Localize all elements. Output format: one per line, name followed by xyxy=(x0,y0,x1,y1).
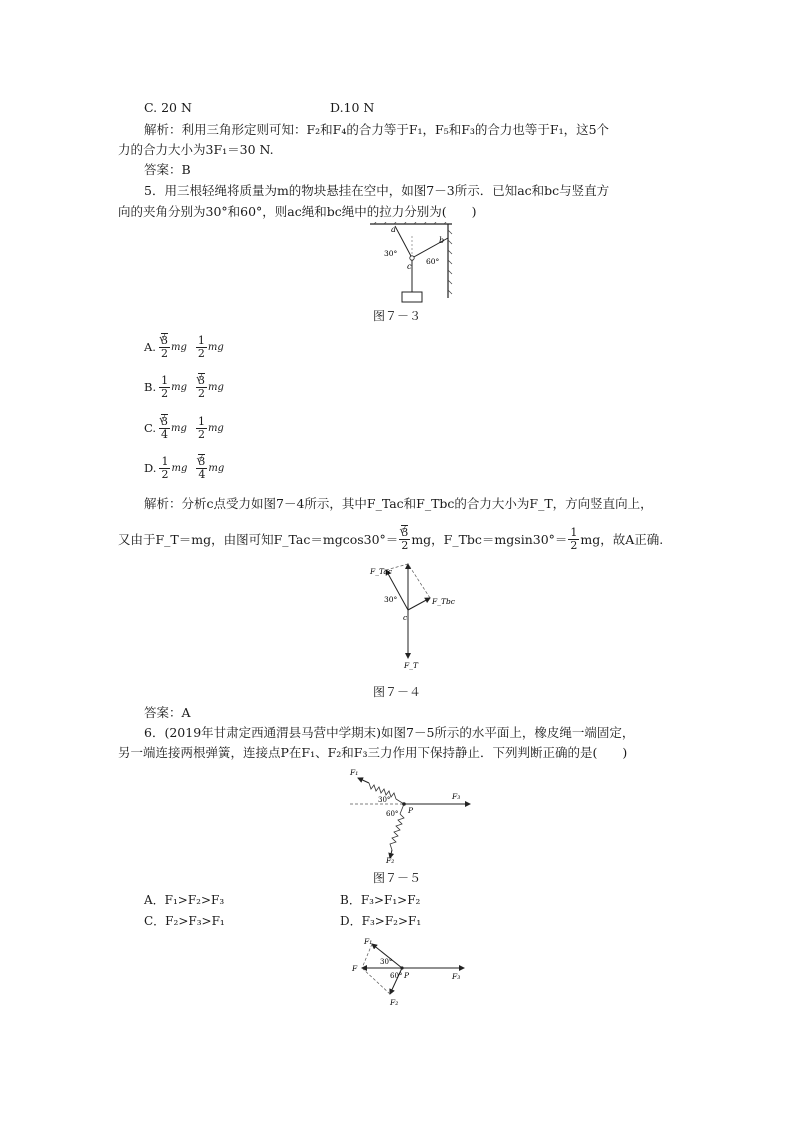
frac xyxy=(159,335,170,360)
fig73-label-a: a xyxy=(391,225,396,234)
mg-unit: mg xyxy=(171,462,188,474)
mg-unit: mg xyxy=(171,422,187,434)
fig74-angle-30: 30° xyxy=(384,595,398,604)
frac-num: 3 xyxy=(198,454,206,468)
frac-den: 2 xyxy=(197,346,205,360)
frac-num: 3 xyxy=(198,373,205,387)
frac-1-over-2: $\frac{1}{2}$ xyxy=(570,526,578,552)
q5-analysis-line2 xyxy=(118,527,663,552)
q5-option-d xyxy=(144,453,232,483)
fig76-label-p: P xyxy=(404,971,410,980)
fig74-caption: 图７－４ xyxy=(372,685,421,699)
fig75-angle-30: 30° xyxy=(378,796,391,804)
fig75-label-f2: F₂ xyxy=(386,856,395,864)
frac xyxy=(159,416,170,441)
q5-option-b-label: B. xyxy=(144,380,157,394)
figure-7-3 xyxy=(370,222,470,306)
fig73-label-b: b xyxy=(439,236,445,245)
q6-option-d: D．F₃>F₂>F₁ xyxy=(340,914,422,928)
q5-stem-line1: 5．用三根轻绳将质量为m的物块悬挂在空中，如图7－3所示．已知ac和bc与竖直方 xyxy=(144,183,610,198)
q5-option-c-label: C. xyxy=(144,421,157,435)
fig76-label-f2: F₂ xyxy=(390,998,399,1007)
mg-unit: mg xyxy=(208,462,225,474)
fig73-angle-30: 30° xyxy=(384,249,398,258)
fig75-angle-60: 60° xyxy=(386,810,399,818)
q6-stem-line1: 6．(2019年甘肃定西通渭县马营中学期末)如图7－5所示的水平面上，橡皮绳一端固定， xyxy=(144,725,635,740)
mg-unit: mg xyxy=(207,422,224,434)
q6-option-b: B．F₃>F₁>F₂ xyxy=(340,893,421,907)
fig76-angle-60: 60° xyxy=(390,972,403,980)
fig76-label-f3: F₃ xyxy=(452,972,461,981)
fig75-label-f1: F₁ xyxy=(350,768,359,777)
mg-unit: mg xyxy=(208,381,224,393)
frac-den: 2 xyxy=(161,467,169,481)
mg-unit: mg xyxy=(170,341,187,353)
fig76-label-f1: F₁ xyxy=(364,937,373,946)
q5-option-c xyxy=(144,413,232,443)
frac xyxy=(196,375,207,400)
fig73-caption: 图７－３ xyxy=(372,309,421,323)
q5-option-a-label: A. xyxy=(144,340,156,354)
frac-num: 1 xyxy=(197,414,205,428)
frac xyxy=(159,375,170,400)
frac-den: 2 xyxy=(197,427,205,441)
figure-analysis-forces xyxy=(346,934,472,1008)
q5-option-a xyxy=(144,332,232,362)
q5-option-b xyxy=(144,372,232,402)
q4-option-d: D.10 N xyxy=(330,100,375,115)
frac xyxy=(196,416,207,441)
frac-num: 1 xyxy=(161,454,169,468)
q5-stem-line2: 向的夹角分别为30°和60°，则ac绳和bc绳中的拉力分别为( ) xyxy=(118,204,477,219)
fig74-label-c: c xyxy=(403,613,408,622)
fig73-label-c: c xyxy=(407,262,412,271)
frac-den: 2 xyxy=(198,386,205,400)
q5-answer: 答案：A xyxy=(144,705,191,720)
q6-option-c: C．F₂>F₃>F₁ xyxy=(144,914,225,928)
mg-unit: mg xyxy=(207,341,224,353)
fig74-label-ftac: F_Tac xyxy=(370,567,393,576)
q5-analysis-part-a: 又由于F_T＝mg，由图可知F_Tac＝mgcos30°＝ xyxy=(118,531,399,547)
q5-analysis-part-c: mg，故A正确. xyxy=(580,531,664,547)
fig74-label-ftbc: F_Tbc xyxy=(432,597,455,606)
frac xyxy=(196,456,207,481)
frac xyxy=(196,335,207,360)
q5-analysis-line1: 解析：分析c点受力如图7－4所示，其中F_Tac和F_Tbc的合力大小为F_T，方向竖直向上， xyxy=(144,496,653,511)
fig75-label-p: P xyxy=(408,806,414,815)
q6-stem-line2: 另一端连接两根弹簧，连接点P在F₁、F₂和F₃三力作用下保持静止．下列判断正确的是( ) xyxy=(118,745,628,760)
fig76-label-f: F xyxy=(352,964,358,973)
q4-answer: 答案：B xyxy=(144,162,191,177)
frac-den: 2 xyxy=(161,386,169,400)
fig74-label-ft: F_T xyxy=(404,661,418,670)
q5-option-d-label: D. xyxy=(144,461,157,475)
frac-num: 3 xyxy=(161,414,169,428)
fig75-caption: 图７－５ xyxy=(372,871,421,885)
q4-option-c: C. 20 N xyxy=(144,100,192,115)
fig76-angle-30: 30° xyxy=(380,958,393,966)
q5-analysis-part-b: mg，F_Tbc＝mgsin30°＝ xyxy=(411,531,568,547)
fig73-angle-60: 60° xyxy=(426,257,440,266)
frac xyxy=(159,456,170,481)
frac-den: 4 xyxy=(161,427,169,441)
figure-7-5 xyxy=(348,766,478,864)
q4-analysis-line1: 解析：利用三角形定则可知：F₂和F₄的合力等于F₁，F₅和F₃的合力也等于F₁，这5个 xyxy=(144,122,610,137)
q4-analysis-line2: 力的合力大小为3F₁＝30 N. xyxy=(118,142,274,157)
mg-unit: mg xyxy=(171,381,187,393)
frac-num: 3 xyxy=(160,333,168,347)
q6-option-a: A．F₁>F₂>F₃ xyxy=(144,893,225,907)
frac-sqrt3-over-2: √ $\frac{3}{2}$ xyxy=(399,527,410,552)
frac-den: 2 xyxy=(160,346,168,360)
frac-num: 1 xyxy=(197,333,205,347)
frac-den: 4 xyxy=(198,467,206,481)
fig75-label-f3: F₃ xyxy=(452,792,461,801)
frac-num: 1 xyxy=(161,373,169,387)
figure-7-4 xyxy=(366,560,462,672)
